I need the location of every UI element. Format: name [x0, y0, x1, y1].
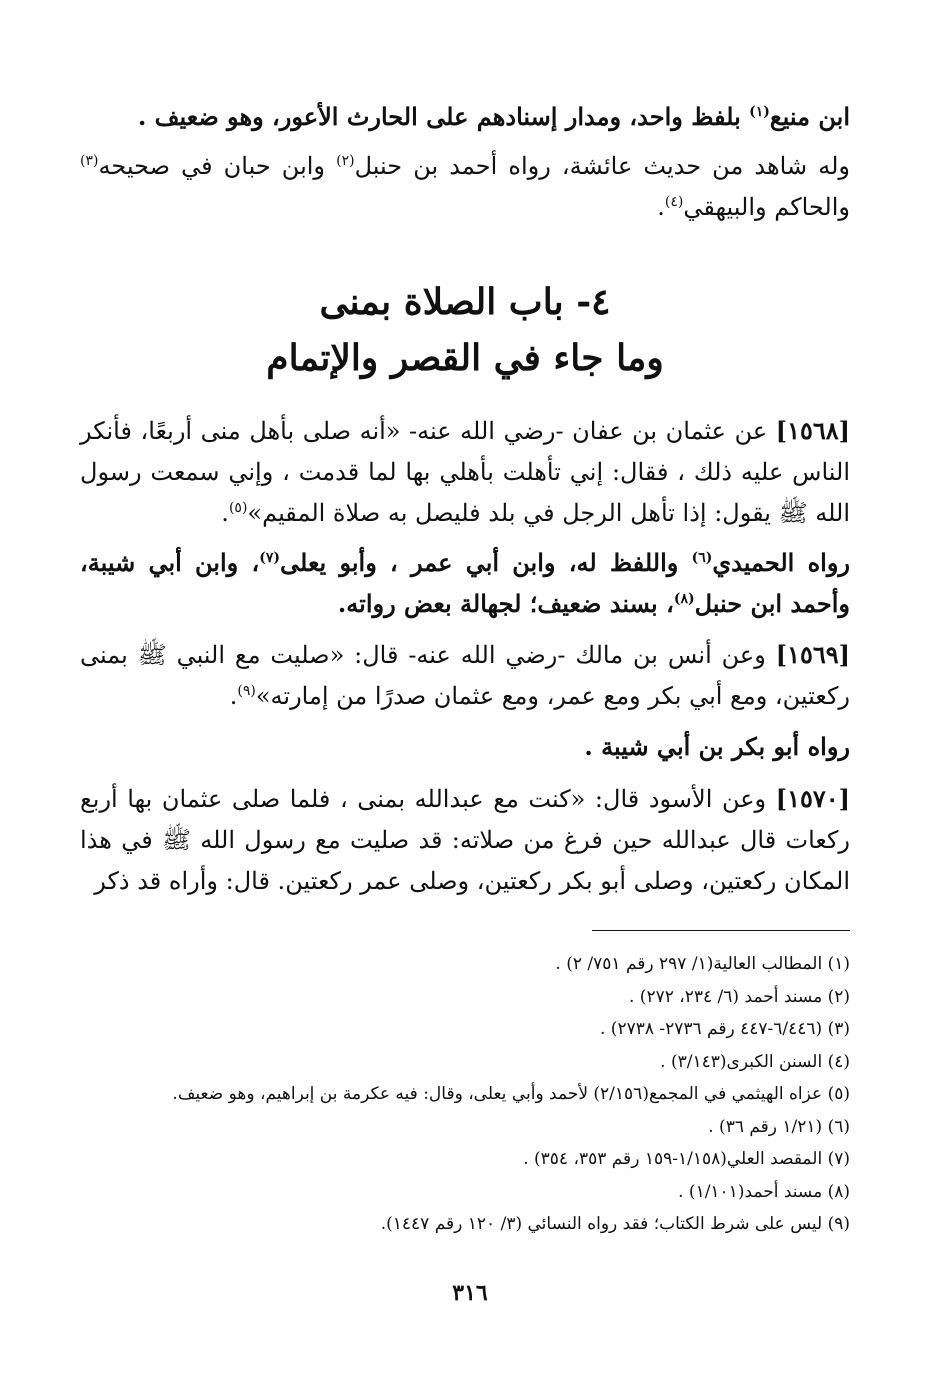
takhrij-1569	[80, 726, 850, 767]
footnote-divider	[592, 930, 850, 931]
hadith-1568	[80, 410, 850, 534]
takhrij-1568	[80, 542, 850, 624]
footnote-item: (٥) عزاه الهيثمي في المجمع(٢/١٥٦) لأحمد وأبي يعلى، وقال: فيه عكرمة بن إبراهيم، وهو ضعيف.	[172, 1084, 850, 1104]
text-span: رواه الحميدي	[712, 548, 851, 577]
hadith-text: وعن الأسود قال: «كنت مع عبدالله بمنى ، فلما صلى عثمان بها أربع ركعات قال عبدالله حين فرغ من صلاته: قد صليت مع رسول الله ﷺ في هذا المكان ركعتين، وصلى أبو بكر ركعتين، وصلى عمر ركعتين. قال: وأراه قد ذكر	[80, 785, 850, 895]
footnote-ref: (٤)	[664, 194, 684, 210]
footnote-item: (٩) ليس على شرط الكتاب؛ فقد رواه النسائي (٣/ ١٢٠ رقم ١٤٤٧).	[380, 1214, 850, 1234]
text-span: .	[229, 682, 238, 710]
text-span: .	[657, 193, 665, 221]
intro-line	[80, 96, 850, 137]
footnote-ref: (٦)	[691, 550, 713, 566]
text-span: ، بسند ضعيف؛ لجهالة بعض رواته.	[337, 589, 674, 618]
footnote-ref: (٩)	[237, 683, 256, 699]
text-span: ، وابن أبي شيبة، وأحمد ابن حنبل	[80, 548, 850, 618]
footnote-ref: (٧)	[259, 550, 281, 566]
hadith-text: وعن أنس بن مالك -رضي الله عنه- قال: «صليت مع النبي ﷺ بمنى ركعتين، ومع أبي بكر ومع عمر، ومع عثمان صدرًا من إمارته»	[80, 641, 850, 710]
text-span: واللفظ له، وابن أبي عمر ، وأبو يعلى	[280, 548, 692, 577]
footnote-ref: (١)	[749, 104, 770, 120]
text-span: رواه أبو بكر بن أبي شيبة .	[584, 732, 850, 761]
footnote-item: (٨) مسند أحمد(١/١٠١) .	[678, 1181, 850, 1202]
text-span: ابن منيع	[769, 102, 850, 131]
hadith-number: [١٥٦٨]	[775, 416, 850, 445]
footnote-ref: (٨)	[673, 591, 695, 607]
footnote-item: (٣) (٦/٤٤٦-٤٤٧ رقم ٢٧٣٦- ٢٧٣٨) .	[599, 1019, 850, 1039]
hadith-1569	[80, 634, 850, 717]
footnote-item: (١) المطالب العالية(١/ ٢٩٧ رقم ٧٥١/ ٢) .	[555, 954, 850, 974]
shahid-paragraph	[80, 146, 850, 228]
footnote-item: (٢) مسند أحمد (٦/ ٢٣٤، ٢٧٢) .	[628, 986, 850, 1007]
hadith-number: [١٥٦٩]	[775, 640, 850, 669]
text-span: وله شاهد من حديث عائشة، رواه أحمد بن حنبل	[354, 152, 850, 180]
hadith-number: [١٥٧٠]	[775, 784, 850, 813]
footnote-ref: (٣)	[80, 153, 99, 169]
chapter-heading	[80, 274, 850, 386]
text-span: والحاكم والبيهقي	[683, 193, 850, 221]
text-span: بلفظ واحد، ومدار إسنادهم على الحارث الأعور، وهو ضعيف .	[137, 102, 750, 131]
chapter-title-line-2: وما جاء في القصر والإتمام	[266, 337, 664, 379]
text-span: وابن حبان في صحيحه	[98, 152, 337, 180]
footnote-ref: (٥)	[228, 500, 248, 516]
hadith-text: عن عثمان بن عفان -رضي الله عنه- «أنه صلى بأهل منى أربعًا، فأنكر الناس عليه ذلك ، فقال: إني تأهلت بأهلي بها لما قدمت ، وإني سمعت رسول الله ﷺ يقول: إذا تأهل الرجل في بلد فليصل به صلاة المقيم»	[80, 417, 850, 527]
hadith-1570	[80, 778, 850, 902]
footnote-item: (٧) المقصد العلي(١/١٥٨-١٥٩ رقم ٣٥٣، ٣٥٤) .	[523, 1149, 850, 1169]
footnote-item: (٤) السنن الكبرى(٣/١٤٣) .	[660, 1051, 850, 1072]
page-number: ٣١٦	[452, 1280, 488, 1306]
footnote-item: (٦) (١/٢١ رقم ٣٦) .	[708, 1116, 850, 1137]
text-span: .	[221, 499, 229, 527]
chapter-title-line-1: ٤- باب الصلاة بمنى	[319, 281, 611, 323]
footnotes	[80, 948, 850, 1241]
footnote-ref: (٢)	[336, 153, 355, 169]
